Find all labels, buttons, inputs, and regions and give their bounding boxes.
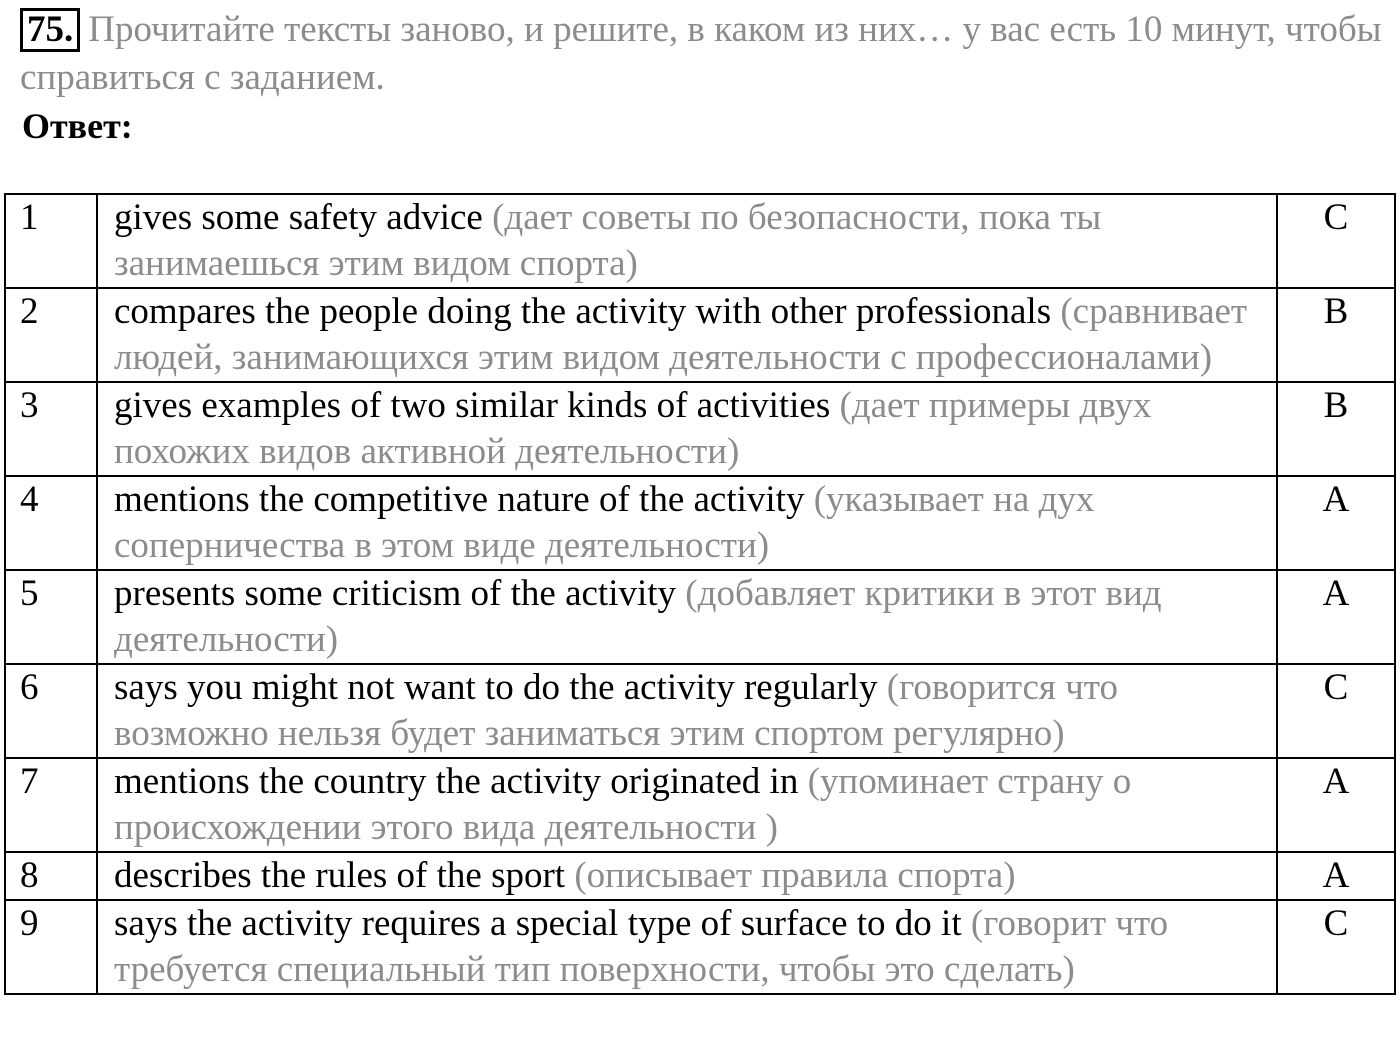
statement-russian: (дает примеры двух похожих видов активной деятельности) xyxy=(114,385,1152,472)
statement-russian: (добавляет критики в этот вид деятельности) xyxy=(114,573,1162,660)
answer-letter: B xyxy=(1277,288,1395,382)
statement-russian: (упоминает страну о происхождении этого вида деятельности ) xyxy=(114,761,1132,848)
task-statement xyxy=(20,6,1390,102)
statement-cell xyxy=(97,570,1277,664)
table-row xyxy=(5,664,1395,758)
table-row xyxy=(5,194,1395,288)
statement-english: mentions the competitive nature of the activity xyxy=(114,479,805,520)
statement-russian: (описывает правила спорта) xyxy=(574,855,1016,896)
statement-english: gives examples of two similar kinds of activities xyxy=(114,385,831,426)
statement-russian: (сравнивает людей, занимающихся этим видом деятельности с профессионалами) xyxy=(114,291,1248,378)
row-number: 3 xyxy=(5,382,97,476)
task-number: 75. xyxy=(20,8,80,52)
statement-cell xyxy=(97,288,1277,382)
answer-letter: C xyxy=(1277,194,1395,288)
answer-letter: A xyxy=(1277,852,1395,900)
statement-cell xyxy=(97,382,1277,476)
statement-cell xyxy=(97,900,1277,994)
answer-letter: A xyxy=(1277,758,1395,852)
task-text: Прочитайте тексты заново, и решите, в каком из них… у вас есть 10 минут, чтобы справиться с заданием. xyxy=(20,9,1382,98)
statement-english: mentions the country the activity originated in xyxy=(114,761,799,802)
answer-letter: B xyxy=(1277,382,1395,476)
table-row xyxy=(5,758,1395,852)
row-number: 5 xyxy=(5,570,97,664)
statement-russian: (указывает на дух соперничества в этом виде деятельности) xyxy=(114,479,1095,566)
statement-cell xyxy=(97,664,1277,758)
row-number: 8 xyxy=(5,852,97,900)
statement-cell xyxy=(97,852,1277,900)
row-number: 4 xyxy=(5,476,97,570)
table-row xyxy=(5,382,1395,476)
statement-english: says you might not want to do the activity regularly xyxy=(114,667,878,708)
statement-cell xyxy=(97,194,1277,288)
answer-table xyxy=(4,193,1396,995)
statement-english: compares the people doing the activity with other professionals xyxy=(114,291,1052,332)
statement-russian: (говорит что требуется специальный тип поверхности, чтобы это сделать) xyxy=(114,903,1169,990)
answer-heading: Ответ: xyxy=(22,106,133,146)
statement-english: gives some safety advice xyxy=(114,197,483,238)
statement-russian: (дает советы по безопасности, пока ты занимаешься этим видом спорта) xyxy=(114,197,1102,284)
statement-english: says the activity requires a special type of surface to do it xyxy=(114,903,971,944)
answer-table-body xyxy=(5,194,1395,994)
row-number: 1 xyxy=(5,194,97,288)
answer-letter: A xyxy=(1277,570,1395,664)
statement-cell xyxy=(97,758,1277,852)
answer-letter: C xyxy=(1277,900,1395,994)
table-row xyxy=(5,900,1395,994)
row-number: 2 xyxy=(5,288,97,382)
row-number: 7 xyxy=(5,758,97,852)
statement-english: describes the rules of the sport xyxy=(114,855,566,896)
row-number: 9 xyxy=(5,900,97,994)
table-row xyxy=(5,288,1395,382)
row-number: 6 xyxy=(5,664,97,758)
statement-cell xyxy=(97,476,1277,570)
answer-letter: C xyxy=(1277,664,1395,758)
statement-english: presents some criticism of the activity xyxy=(114,573,686,614)
statement-russian: (говорится что возможно нельзя будет заниматься этим спортом регулярно) xyxy=(114,667,1118,754)
answer-letter: A xyxy=(1277,476,1395,570)
table-row xyxy=(5,570,1395,664)
table-row xyxy=(5,476,1395,570)
table-row xyxy=(5,852,1395,900)
